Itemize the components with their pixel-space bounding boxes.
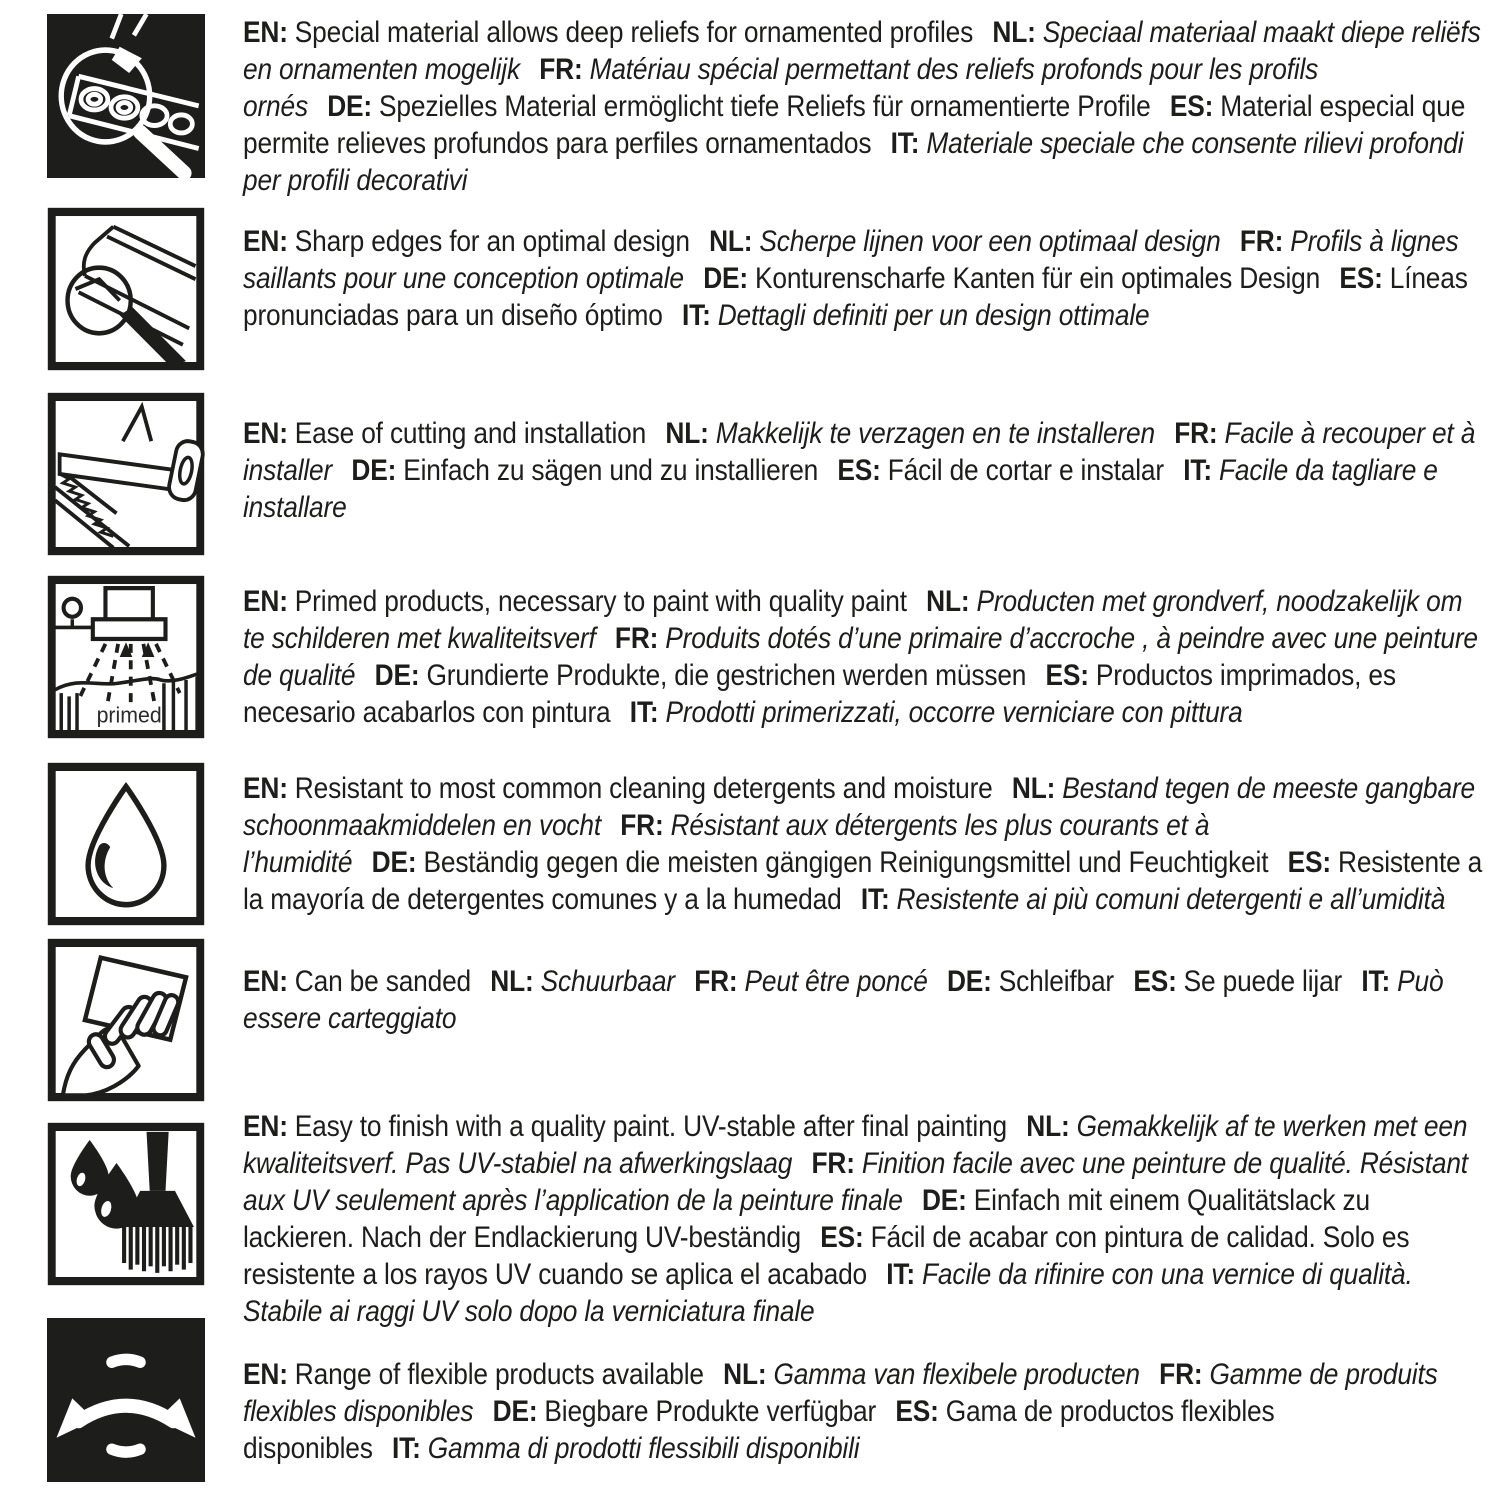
lang-label: EN:: [243, 965, 288, 998]
feature-text-inner: [243, 770, 1485, 918]
feature-text-inner: [243, 583, 1485, 731]
lang-label: ES:: [1045, 659, 1089, 692]
feature-description: Special material allows deep reliefs for ornamented profiles: [294, 16, 974, 49]
feature-description: Einfach mit einem Qualitätslack zu lackieren. Nach der Endlackierung UV-beständig: [243, 1184, 1370, 1254]
sharp-edges-icon: [47, 207, 205, 371]
primed-spray-icon: [47, 575, 205, 739]
lang-label: NL:: [926, 585, 970, 618]
lang-label: FR:: [1174, 417, 1218, 450]
feature-text: [243, 1108, 1485, 1330]
feature-text-inner: [243, 1356, 1485, 1467]
feature-text: [243, 223, 1485, 371]
lang-label: FR:: [811, 1147, 855, 1180]
lang-label: ES:: [1133, 965, 1177, 998]
feature-description: Materiale speciale che consente rilievi profondi per profili decorativi: [243, 127, 1464, 197]
feature-description: Range of flexible products available: [294, 1358, 704, 1391]
lang-label: DE:: [371, 846, 417, 879]
feature-row-sanding-hand: [47, 938, 1485, 1102]
lang-label: IT:: [681, 299, 711, 332]
feature-description: Produits dotés d’une primaire d’accroche , à peindre avec une peinture de qualité: [243, 622, 1478, 692]
feature-row-deep-relief-ornament: [47, 14, 1485, 199]
feature-description: Beständig gegen die meisten gängigen Reinigungsmittel und Feuchtigkeit: [423, 846, 1269, 879]
feature-description: Scherpe lijnen voor een optimaal design: [759, 225, 1221, 258]
lang-label: ES:: [820, 1221, 864, 1254]
feature-description: Makkelijk te verzagen en te installeren: [715, 417, 1155, 450]
feature-row-sharp-edges: [47, 207, 1485, 371]
feature-description: Material especial que permite relieves profundos para perfiles ornamentados: [243, 90, 1466, 160]
flexible-arrow-icon: [47, 1318, 205, 1482]
lang-label: NL:: [490, 965, 534, 998]
lang-label: DE:: [492, 1395, 538, 1428]
lang-label: ES:: [1169, 90, 1214, 123]
feature-description: Spezielles Material ermöglicht tiefe Reliefs für ornamentierte Profile: [379, 90, 1151, 123]
feature-text: [243, 1356, 1485, 1482]
feature-description: Easy to finish with a quality paint. UV-stable after final painting: [294, 1110, 1007, 1143]
icon-slot: [47, 1122, 205, 1286]
lang-label: IT:: [629, 696, 659, 729]
feature-description: Gamme de produits flexibles disponibles: [243, 1358, 1438, 1428]
feature-text: [243, 963, 1485, 1102]
lang-label: IT:: [1361, 965, 1391, 998]
lang-label: EN:: [243, 16, 288, 49]
feature-description: Gemakkelijk af te werken met een kwaliteitsverf. Pas UV-stabiel na afwerkingslaag: [243, 1110, 1468, 1180]
icon-slot: [47, 575, 205, 739]
feature-description: Facile da tagliare e installare: [243, 454, 1438, 524]
feature-description: Può essere carteggiato: [243, 965, 1444, 1035]
icon-slot: [47, 762, 205, 926]
lang-label: ES:: [1339, 262, 1383, 295]
lang-label: EN:: [243, 225, 288, 258]
lang-label: EN:: [243, 1358, 288, 1391]
feature-description: Se puede lijar: [1183, 965, 1343, 998]
lang-label: FR:: [694, 965, 738, 998]
feature-description: Speciaal materiaal maakt diepe reliëfs en ornamenten mogelijk: [243, 16, 1481, 86]
icon-slot: [47, 14, 205, 178]
feature-description: Fácil de acabar con pintura de calidad. Solo es resistente a los rayos UV cuando se aplica el acabado: [243, 1221, 1410, 1291]
feature-description: Líneas pronunciadas para un diseño óptimo: [243, 262, 1468, 332]
paint-brush-icon: [47, 1122, 205, 1286]
lang-label: DE:: [374, 659, 420, 692]
feature-description: Profils à lignes saillants pour une conception optimale: [243, 225, 1459, 295]
feature-description: Producten met grondverf, noodzakelijk om te schilderen met kwaliteitsverf: [243, 585, 1463, 655]
lang-label: IT:: [886, 1258, 915, 1291]
lang-label: DE:: [703, 262, 748, 295]
icon-slot: [47, 1318, 205, 1482]
feature-description: Facile da rifinire con una vernice di qualità. Stabile ai raggi UV solo dopo la verniciatura finale: [243, 1258, 1413, 1328]
feature-description: Gamma van flexibele producten: [773, 1358, 1140, 1391]
lang-label: ES:: [1287, 846, 1331, 879]
feature-text-inner: [243, 1108, 1485, 1330]
feature-description: Einfach zu sägen und zu installieren: [403, 454, 819, 487]
deep-relief-ornament-icon: [47, 14, 205, 178]
feature-description: Sharp edges for an optimal design: [294, 225, 690, 258]
lang-label: IT:: [890, 127, 920, 160]
lang-label: EN:: [243, 772, 288, 805]
feature-description: Matériau spécial permettant des reliefs profonds pour les profils ornés: [243, 53, 1319, 123]
feature-text-inner: [243, 223, 1485, 334]
feature-description: Facile à recouper et à installer: [243, 417, 1476, 487]
lang-label: ES:: [895, 1395, 939, 1428]
feature-description: Schleifbar: [998, 965, 1115, 998]
feature-description: Bestand tegen de meeste gangbare schoonmaakmiddelen en vocht: [243, 772, 1475, 842]
feature-description: Dettagli definiti per un design ottimale: [717, 299, 1150, 332]
feature-text: [243, 415, 1485, 556]
lang-label: DE:: [921, 1184, 967, 1217]
feature-description: Prodotti primerizzati, occorre verniciare con pittura: [665, 696, 1243, 729]
lang-label: NL:: [1011, 772, 1056, 805]
feature-description: Resistente a la mayoría de detergentes comunes y a la humedad: [243, 846, 1483, 916]
feature-description: Can be sanded: [294, 965, 472, 998]
icon-slot: [47, 938, 205, 1102]
lang-label: ES:: [837, 454, 881, 487]
feature-text-inner: [243, 963, 1485, 1037]
lang-label: FR:: [1159, 1358, 1203, 1391]
lang-label: EN:: [243, 585, 288, 618]
moisture-droplet-icon: [47, 762, 205, 926]
lang-label: IT:: [392, 1432, 421, 1465]
feature-description: Productos imprimados, es necesario acabarlos con pintura: [243, 659, 1396, 729]
lang-label: EN:: [243, 1110, 288, 1143]
icon-slot: [47, 207, 205, 371]
lang-label: FR:: [620, 809, 664, 842]
feature-description: Gamma di prodotti flessibili disponibili: [427, 1432, 860, 1465]
feature-description: Peut être poncé: [744, 965, 928, 998]
feature-row-primed-spray: [47, 575, 1485, 739]
feature-description: Grundierte Produkte, die gestrichen werden müssen: [426, 659, 1027, 692]
lang-label: DE:: [946, 965, 992, 998]
saw-cutting-icon: [47, 392, 205, 556]
feature-description: Resistant to most common cleaning detergents and moisture: [294, 772, 993, 805]
feature-description: Konturenscharfe Kanten für ein optimales Design: [755, 262, 1321, 295]
sanding-hand-icon: [47, 938, 205, 1102]
lang-label: FR:: [1239, 225, 1284, 258]
lang-label: FR:: [539, 53, 583, 86]
primed-label: primed: [96, 702, 162, 728]
feature-description: Résistant aux détergents les plus courants et à l’humidité: [243, 809, 1210, 879]
feature-row-moisture-droplet: [47, 762, 1485, 926]
feature-text-inner: [243, 14, 1485, 199]
feature-description: Finition facile avec une peinture de qualité. Résistant aux UV seulement après l’application de la peinture finale: [243, 1147, 1468, 1217]
feature-row-saw-cutting: [47, 392, 1485, 556]
feature-text: [243, 770, 1485, 926]
lang-label: NL:: [665, 417, 709, 450]
lang-label: FR:: [614, 622, 659, 655]
feature-row-flexible-arrow: [47, 1318, 1485, 1482]
lang-label: DE:: [351, 454, 397, 487]
feature-description: Ease of cutting and installation: [294, 417, 647, 450]
feature-description: Biegbare Produkte verfügbar: [544, 1395, 877, 1428]
feature-description: Resistente ai più comuni detergenti e all’umidità: [896, 883, 1446, 916]
lang-label: NL:: [992, 16, 1036, 49]
lang-label: IT:: [860, 883, 890, 916]
lang-label: EN:: [243, 417, 288, 450]
feature-text-inner: [243, 415, 1485, 526]
lang-label: NL:: [723, 1358, 767, 1391]
lang-label: DE:: [327, 90, 373, 123]
feature-row-paint-brush: [47, 1110, 1485, 1330]
lang-label: IT:: [1183, 454, 1212, 487]
lang-label: NL:: [1026, 1110, 1070, 1143]
feature-text: [243, 583, 1485, 739]
lang-label: NL:: [709, 225, 753, 258]
feature-description: Gama de productos flexibles disponibles: [243, 1395, 1275, 1465]
feature-text: [243, 14, 1485, 199]
feature-description: Schuurbaar: [540, 965, 675, 998]
feature-description: Primed products, necessary to paint with quality paint: [294, 585, 907, 618]
feature-description: Fácil de cortar e instalar: [887, 454, 1164, 487]
icon-slot: [47, 392, 205, 556]
